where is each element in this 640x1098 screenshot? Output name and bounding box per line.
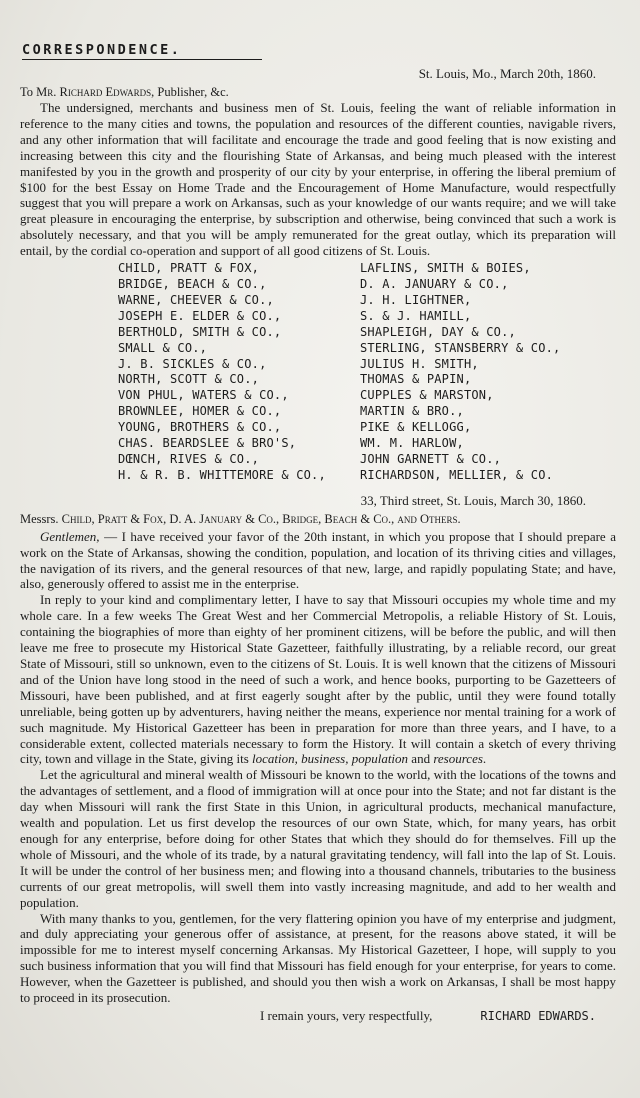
paragraph-1-text: — I have received your favor of the 20th instant, in which you propose that I should prepare a work on the State of Arkansas, showing the condition, population, and location of its thriving cities and villages, the navigation of its rivers, and the general resources of that new, large, and rapidly populating State; and have, also, generously offered to assist me in the enterprise. — [20, 528, 616, 592]
signer: JOHN GARNETT & CO., — [360, 451, 502, 466]
signers-list — [118, 261, 616, 484]
signer: PIKE & KELLOGG, — [360, 420, 472, 435]
heading-underline — [22, 59, 262, 60]
letter2-paragraph-2 — [20, 592, 616, 767]
signer: H. & R. B. WHITTEMORE & CO., — [118, 467, 326, 482]
signer: S. & J. HAMILL, — [360, 308, 472, 323]
signer: BROWNLEE, HOMER & CO., — [118, 404, 282, 419]
signer: CUPPLES & MARSTON, — [360, 388, 494, 403]
salutation-prefix: To — [20, 85, 34, 99]
salutation-name: Mr. Richard Edwards — [36, 85, 152, 99]
letter2-address — [20, 511, 616, 527]
signer: STERLING, STANSBERRY & CO., — [360, 340, 561, 355]
signer: CHAS. BEARDSLEE & BRO'S, — [118, 436, 297, 451]
signer: RICHARDSON, MELLIER, & CO. — [360, 467, 554, 482]
signer: J. H. LIGHTNER, — [360, 292, 472, 307]
closing-line — [20, 1008, 616, 1024]
signer: JULIUS H. SMITH, — [360, 356, 479, 371]
signer: WM. M. HARLOW, — [360, 436, 464, 451]
letter2-dateline: 33, Third street, St. Louis, March 30, 1860. — [360, 492, 586, 508]
correspondence-heading: CORRESPONDENCE. — [22, 42, 182, 58]
signature: RICHARD EDWARDS. — [480, 1008, 596, 1023]
signer: D. A. JANUARY & CO., — [360, 276, 509, 291]
signer: SHAPLEIGH, DAY & CO., — [360, 324, 516, 339]
paragraph-2-italic-2: resources — [433, 751, 483, 767]
paragraph-2-end: . — [482, 751, 487, 767]
signer: BERTHOLD, SMITH & CO., — [118, 324, 282, 339]
signer: BRIDGE, BEACH & CO., — [118, 276, 267, 291]
letter1-body: The undersigned, merchants and business men of St. Louis, feeling the want of reliable information in reference to the many cities and towns, the population and resources of the different counties, navigable rivers, and any other information that will facilitate and encourage the trade and good feeling that is now existing and increasing between this city and the flourishing State of Arkansas, and being much pleased with the interest manifested by you in the growth and prosperity of our city by your enterprise, in offering the liberal premium of $100 for the best Essay on Home Trade and the Encouragement of Home Manufacture, would respectfully suggest that you will prepare a work on Arkansas, such as your knowledge of our wants require; and we will take great pleasure in encouraging the enterprise, by subscription and otherwise, being convinced that such a work is absolutely necessary, and that you will be amply remunerated for the great outlay, which its preparation will entail, by the cordial co-operation and support of all good citizens of St. Louis. — [20, 100, 616, 259]
signer: DŒNCH, RIVES & CO., — [118, 451, 260, 466]
paragraph-2-italic: location, business, population — [252, 751, 409, 767]
address-prefix: Messrs. — [20, 511, 59, 526]
signer: JOSEPH E. ELDER & CO., — [118, 308, 282, 323]
closing-text: I remain yours, very respectfully, — [259, 1007, 433, 1023]
letter2-paragraph-3: Let the agricultural and mineral wealth of Missouri be known to the world, with the locations of the towns and the advantages of settlement, and a flood of immigration will at once pour into the State; and not far distant is the day when Missouri will rank the first State in this Union, in agricultural products, mechanical manufacture, wealth and population. Let us first develop the resources of our own State, which, for many years, has orbit enough for any enterprise, before doing for other States that which they should do for themselves. Fill up the whole of Missouri, and the whole of its trade, by a natural gravitating tendency, will fall into the lap of St. Louis. It will be under the control of her business men; and flowing into a thousand channels, tributaries to the business currents of our great metropolis, will swell them into vastly increasing magnitude, and add to her wealth and population. — [20, 767, 616, 910]
salutation-suffix: , Publisher, &c. — [151, 85, 229, 99]
signer: CHILD, PRATT & FOX, — [118, 261, 260, 276]
signer: SMALL & CO., — [118, 340, 208, 355]
letter2-paragraph-1 — [20, 529, 616, 593]
signer: NORTH, SCOTT & CO., — [118, 372, 260, 387]
signer: VON PHUL, WATERS & CO., — [118, 388, 289, 403]
paragraph-2-and: and — [408, 751, 434, 767]
letter1-dateline: St. Louis, Mo., March 20th, 1860. — [418, 66, 596, 81]
letter2-paragraph-4: With many thanks to you, gentlemen, for the very flattering opinion you have of my enterprise and judgment, and duly appreciating your generous offer of assistance, at present, for the reasons above stated, it will be impossible for me to interest myself concerning Arkansas. My Historical Gazetteer, I hope, will supply to you such business information that you will find that Missouri has field enough for your enterprise, for years to come. However, when the Gazetteer is published, and should you then wish a work on Arkansas, I shall be most happy to proceed in its prosecution. — [20, 910, 616, 1006]
letter1-salutation — [20, 84, 616, 100]
signer: YOUNG, BROTHERS & CO., — [118, 420, 282, 435]
greeting: Gentlemen, — [40, 528, 100, 544]
signer: J. B. SICKLES & CO., — [118, 356, 267, 371]
signer: LAFLINS, SMITH & BOIES, — [360, 261, 531, 276]
address-names: Child, Pratt & Fox, D. A. January & Co., Bridge, Beach & Co., and Others. — [61, 511, 461, 526]
signer: THOMAS & PAPIN, — [360, 372, 472, 387]
paragraph-2-text: In reply to your kind and complimentary letter, I have to say that Missouri occupies my whole time and my whole care. In a few weeks The Great West and her Commercial Metropolis, a reliable History of St. Louis, containing the biographies of more than eighty of her prominent citizens, will be before the public, and will then leave me free to prosecute my Historical State Gazetteer, faithfully illustrating, by a reliable record, our great State of Missouri, still so unknown, even to the citizens of St. Louis. It is well known that the citizens of Missouri and of the Union have long stood in the need of such a work, and hence books, purporting to be Gazetteers of Missouri, have been published, and at first eagerly sought after by the public, until they were found totally unreliable, being gotten up by adventurers, having neither the means, experience nor mental training for a work of such magnitude. My Historical Gazetteer has been in preparation for more than three years, and I have, to a considerable extent, collected materials necessary to form the History. It will contain a sketch of every thriving city, town and village in the State, giving its — [20, 592, 616, 767]
signer: MARTIN & BRO., — [360, 404, 464, 419]
signer: WARNE, CHEEVER & CO., — [118, 292, 274, 307]
